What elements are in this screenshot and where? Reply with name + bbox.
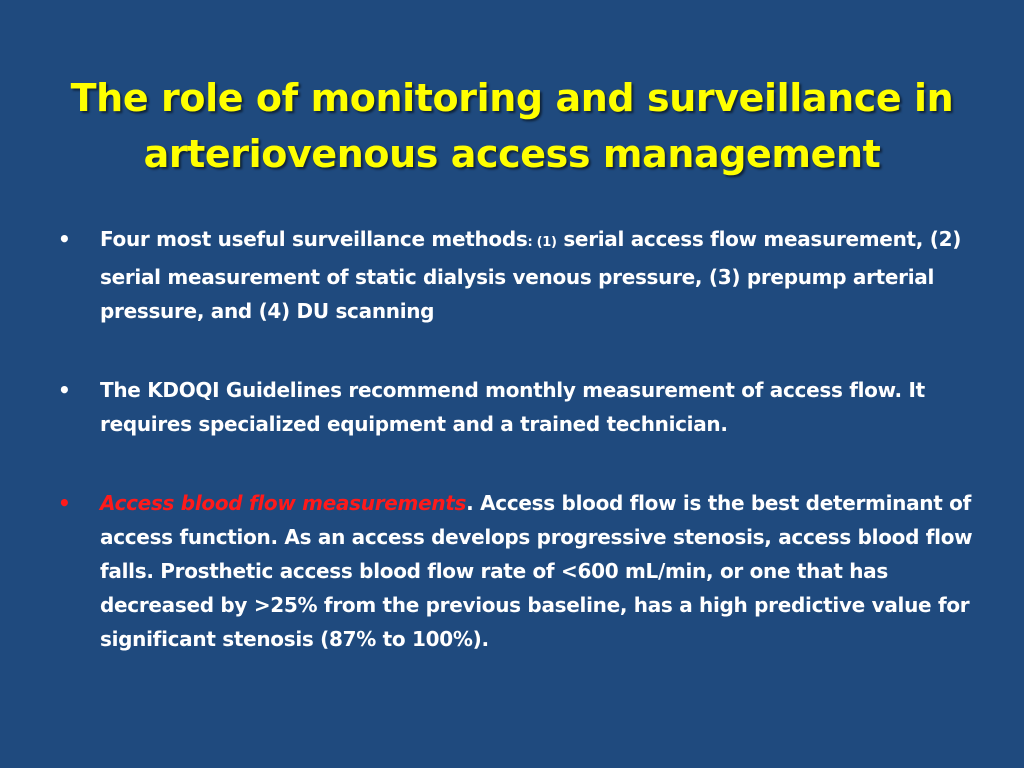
bullet-icon: • (58, 491, 71, 515)
bullet-text-part: Four most useful surveillance methods (100, 227, 528, 251)
bullet-text: The KDOQI Guidelines recommend monthly measurement of access flow. It requires specialized equipment and a trained technician. (100, 378, 925, 436)
bullet-text-part: serial access flow measurement, (2) serial measurement of static dialysis venous pressure, (3) prepump arterial pressure, and (4) DU scanning (100, 227, 962, 323)
bullet-item-kdoqi (58, 373, 978, 441)
bullet-text: . Access blood flow is the best determinant of access function. As an access develops progressive stenosis, access blood flow falls. Prosthetic access blood flow rate of <600 mL/min, or one that has decreased by >25% from the previous baseline, has a high predictive value for significant stenosis (87% to 100%). (100, 491, 973, 651)
bullet-list (58, 222, 978, 656)
bullet-icon: • (58, 227, 71, 251)
bullet-item-surveillance-methods (58, 222, 978, 328)
bullet-item-access-blood-flow (58, 486, 978, 656)
bullet-text-small: : (1) (527, 235, 557, 250)
bullet-highlight: Access blood flow measurements (100, 491, 467, 515)
bullet-icon: • (58, 378, 71, 402)
slide-title (40, 70, 984, 182)
title-line-1: The role of monitoring and surveillance in (70, 76, 954, 120)
title-line-2: arteriovenous access management (143, 132, 881, 176)
